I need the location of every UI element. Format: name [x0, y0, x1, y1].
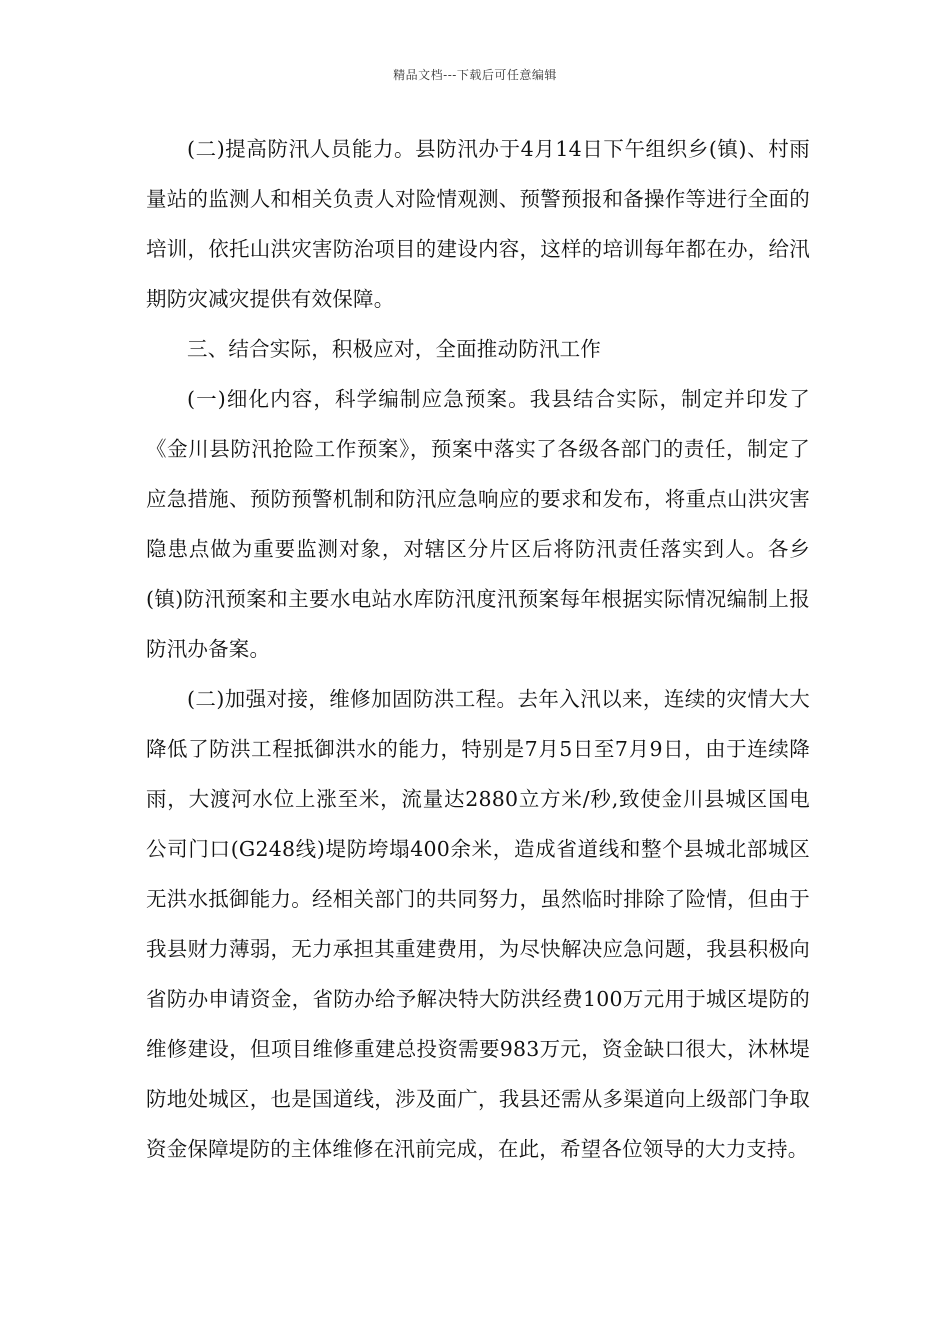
document-body: [146, 124, 810, 1174]
paragraph-emergency-plan: (一)细化内容，科学编制应急预案。我县结合实际，制定并印发了《金川县防汛抢险工作预案》，预案中落实了各级各部门的责任，制定了应急措施、预防预警机制和防汛应急响应的要求和发布，将重点山洪灾害隐患点做为重要监测对象，对辖区分片区后将防汛责任落实到人。各乡(镇)防汛预案和主要水电站水库防汛度汛预案每年根据实际情况编制上报防汛办备案。: [146, 387, 810, 661]
section-heading-3: 三、结合实际，积极应对，全面推动防汛工作: [187, 337, 601, 361]
paragraph-training: (二)提高防汛人员能力。县防汛办于4月14日下午组织乡(镇)、村雨量站的监测人和相关负责人对险情观测、预警预报和备操作等进行全面的培训，依托山洪灾害防治项目的建设内容，这样的培训每年都在办，给汛期防灾减灾提供有效保障。: [146, 137, 810, 311]
paragraph-flood-works: (二)加强对接，维修加固防洪工程。去年入汛以来，连续的灾情大大降低了防洪工程抵御洪水的能力，特别是7月5日至7月9日，由于连续降雨，大渡河水位上涨至米，流量达2880立方米/秒,致使金川县城区国电公司门口(G248线)堤防垮塌400余米，造成省道线和整个县城北部城区无洪水抵御能力。经相关部门的共同努力，虽然临时排除了险情，但由于我县财力薄弱，无力承担其重建费用，为尽快解决应急问题，我县积极向省防办申请资金，省防办给予解决特大防洪经费100万元用于城区堤防的维修建设，但项目维修重建总投资需要983万元，资金缺口很大，沐林堤防地处城区，也是国道线，涉及面广，我县还需从多渠道向上级部门争取资金保障堤防的主体维修在汛前完成，在此，希望各位领导的大力支持。: [146, 687, 810, 1161]
page-header: 精品文档---下载后可任意编辑: [393, 68, 557, 82]
